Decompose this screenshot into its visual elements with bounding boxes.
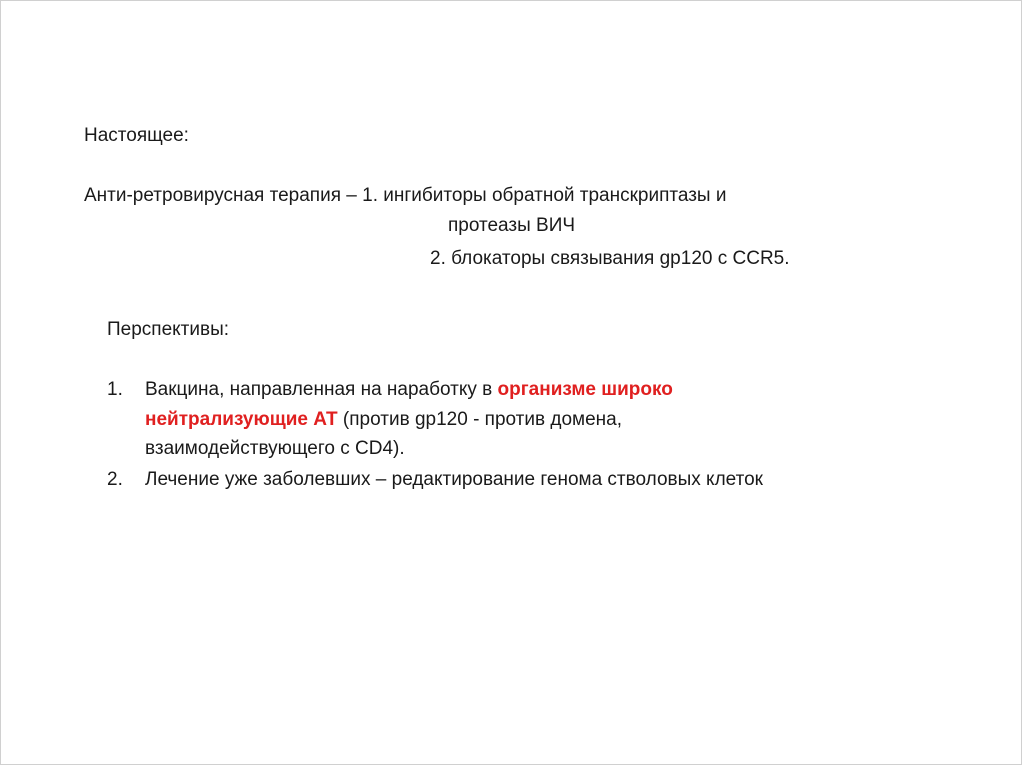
prospect-item-1-highlight: организме широко — [497, 379, 673, 400]
therapy-line-1: Анти-ретровирусная терапия – 1. ингибиторы обратной транскриптазы и — [84, 185, 727, 206]
prospect-number-1: 1. — [107, 379, 123, 400]
prospect-item-1-line-3: взаимодействующего с CD4). — [145, 438, 405, 459]
prospect-number-2: 2. — [107, 469, 123, 490]
prospect-item-1-text: Вакцина, направленная на наработку в — [145, 379, 498, 400]
therapy-item-2: 2. блокаторы связывания gp120 с CCR5. — [430, 248, 790, 269]
prospect-item-1-highlight-2: нейтрализующие АТ — [145, 409, 338, 430]
prospect-item-1-line-1 — [145, 378, 673, 401]
therapy-line-1-continuation: протеазы ВИЧ — [448, 215, 576, 236]
prospect-item-2-line-1: Лечение уже заболевших – редактирование генома стволовых клеток — [145, 469, 763, 490]
prospect-item-1-line-2 — [145, 408, 622, 431]
prospect-item-1-text-2: (против gp120 - против домена, — [337, 409, 622, 430]
present-heading: Настоящее: — [84, 125, 189, 146]
prospects-heading: Перспективы: — [107, 319, 230, 340]
